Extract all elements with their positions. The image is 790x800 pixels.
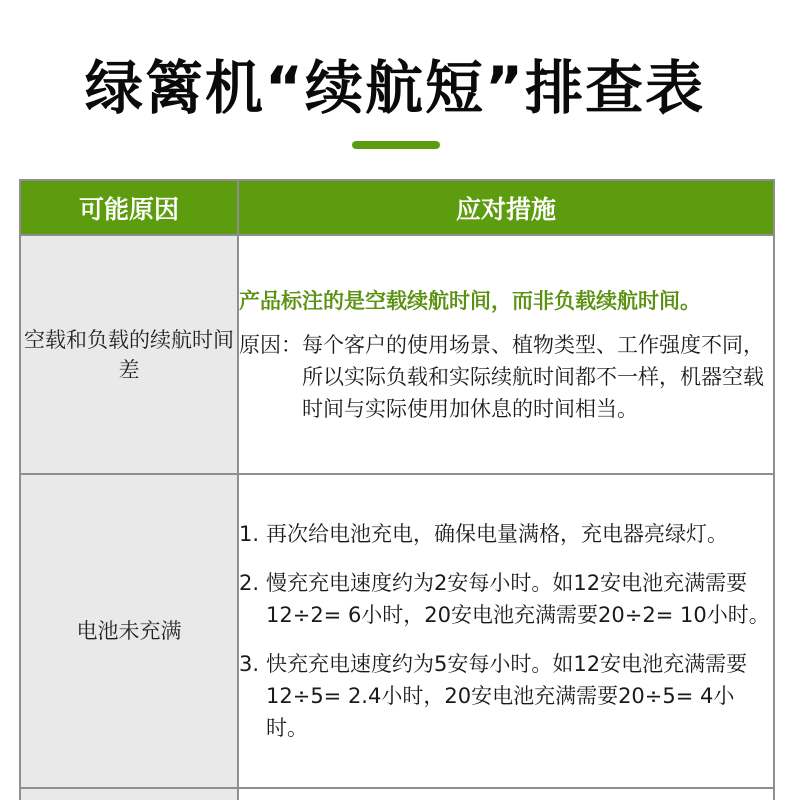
- steps-list: [239, 518, 773, 744]
- list-item: [239, 567, 773, 631]
- reason-paragraph: [239, 329, 773, 425]
- header-cause: 可能原因: [20, 180, 238, 235]
- measure-cell-empty: [238, 788, 774, 800]
- step-number: 3.: [239, 652, 260, 676]
- cause-cell: 电池未充满: [20, 474, 238, 788]
- measure-cell: [238, 235, 774, 474]
- cause-cell-empty: [20, 788, 238, 800]
- list-item: [239, 648, 773, 744]
- cause-cell: 空载和负载的续航时间差: [20, 235, 238, 474]
- table-header-row: [20, 180, 774, 235]
- title-accent-bar: [352, 141, 440, 149]
- header-measure: 应对措施: [238, 180, 774, 235]
- step-text: 快充充电速度约为5安每小时。如12安电池充满需要12÷5= 2.4小时，20安电池充满需要20÷5= 4小时。: [266, 652, 748, 740]
- step-text: 再次给电池充电，确保电量满格，充电器亮绿灯。: [266, 522, 728, 546]
- list-item: [239, 518, 773, 550]
- step-text: 慢充充电速度约为2安每小时。如12安电池充满需要12÷2= 6小时，20安电池充满需要20÷2= 10小时。: [266, 571, 770, 627]
- table-row: [20, 474, 774, 788]
- reason-label: 原因：: [239, 332, 302, 357]
- table-row-partial: [20, 788, 774, 800]
- page-title: 绿篱机“续航短”排查表: [84, 54, 706, 122]
- step-number: 2.: [239, 571, 260, 595]
- troubleshooting-table: [19, 179, 775, 800]
- step-number: 1.: [239, 522, 260, 546]
- table-row: [20, 235, 774, 474]
- reason-text: 每个客户的使用场景、植物类型、工作强度不同，所以实际负载和实际续航时间都不一样，机器空载时间与实际使用加休息的时间相当。: [302, 332, 764, 421]
- measure-cell: [238, 474, 774, 788]
- highlight-note: 产品标注的是空载续航时间，而非负载续航时间。: [239, 288, 701, 313]
